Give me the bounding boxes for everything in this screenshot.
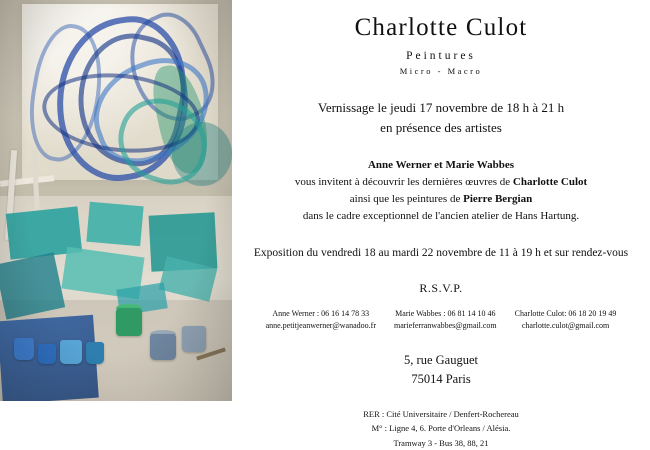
contact-email[interactable]: anne.petitjeanwerner@wanadoo.fr <box>265 320 376 330</box>
address-line-1: 5, rue Gauguet <box>404 353 478 368</box>
contact-name: Marie Wabbes : 06 81 14 10 46 <box>395 309 496 319</box>
transport-metro: M° : Ligne 4, 6. Porte d'Orleans / Alésia. <box>371 423 511 434</box>
featured-artist-1: Charlotte Culot <box>512 176 588 189</box>
invite-line-3: dans le cadre exceptionnel de l'ancien atelier de Hans Hartung. <box>302 210 580 223</box>
vernissage-line-1: Vernissage le jeudi 17 novembre de 18 h à 21 h <box>317 100 565 115</box>
transport-rer: RER : Cité Universitaire / Denfert-Rochereau <box>363 408 519 419</box>
artists-block <box>248 157 634 225</box>
address-block <box>248 351 634 389</box>
address-line-2: 75014 Paris <box>411 372 471 387</box>
rsvp-heading: R.S.V.P. <box>419 281 463 296</box>
invite-line-2 <box>248 191 634 208</box>
featured-artist-2: Pierre Bergian <box>463 193 533 206</box>
contact-item <box>515 308 617 331</box>
contact-item <box>394 308 497 331</box>
hosts-line: Anne Werner et Marie Wabbes <box>367 159 515 171</box>
transport-tram-bus: Tramway 3 - Bus 38, 88, 21 <box>393 437 489 448</box>
contact-item <box>266 308 376 331</box>
subtitle-secondary: Micro - Macro <box>399 66 483 76</box>
exposition-line: Exposition du vendredi 18 au mardi 22 novembre de 11 à 19 h et sur rendez-vous <box>253 247 629 260</box>
invite-line-2-prefix: ainsi que les peintures de <box>349 193 464 206</box>
invite-line-1-prefix: vous invitent à découvrir les dernières œuvres de <box>294 176 513 189</box>
contact-name: Anne Werner : 06 16 14 78 33 <box>272 309 370 319</box>
subtitle: Peintures <box>406 50 476 62</box>
contact-name: Charlotte Culot: 06 18 20 19 49 <box>514 309 617 319</box>
vernissage-block <box>248 98 634 137</box>
invitation-text <box>232 0 650 448</box>
studio-photo <box>0 0 232 401</box>
contacts-list <box>248 308 634 331</box>
transport-block <box>248 407 634 450</box>
contact-email[interactable]: charlotte.culot@gmail.com <box>521 320 610 330</box>
invite-line-1 <box>248 174 634 191</box>
vernissage-line-2: en présence des artistes <box>380 119 502 135</box>
photo-vignette <box>0 0 232 401</box>
page-title: Charlotte Culot <box>354 14 528 41</box>
contact-email[interactable]: marieferranwabbes@gmail.com <box>394 320 497 330</box>
